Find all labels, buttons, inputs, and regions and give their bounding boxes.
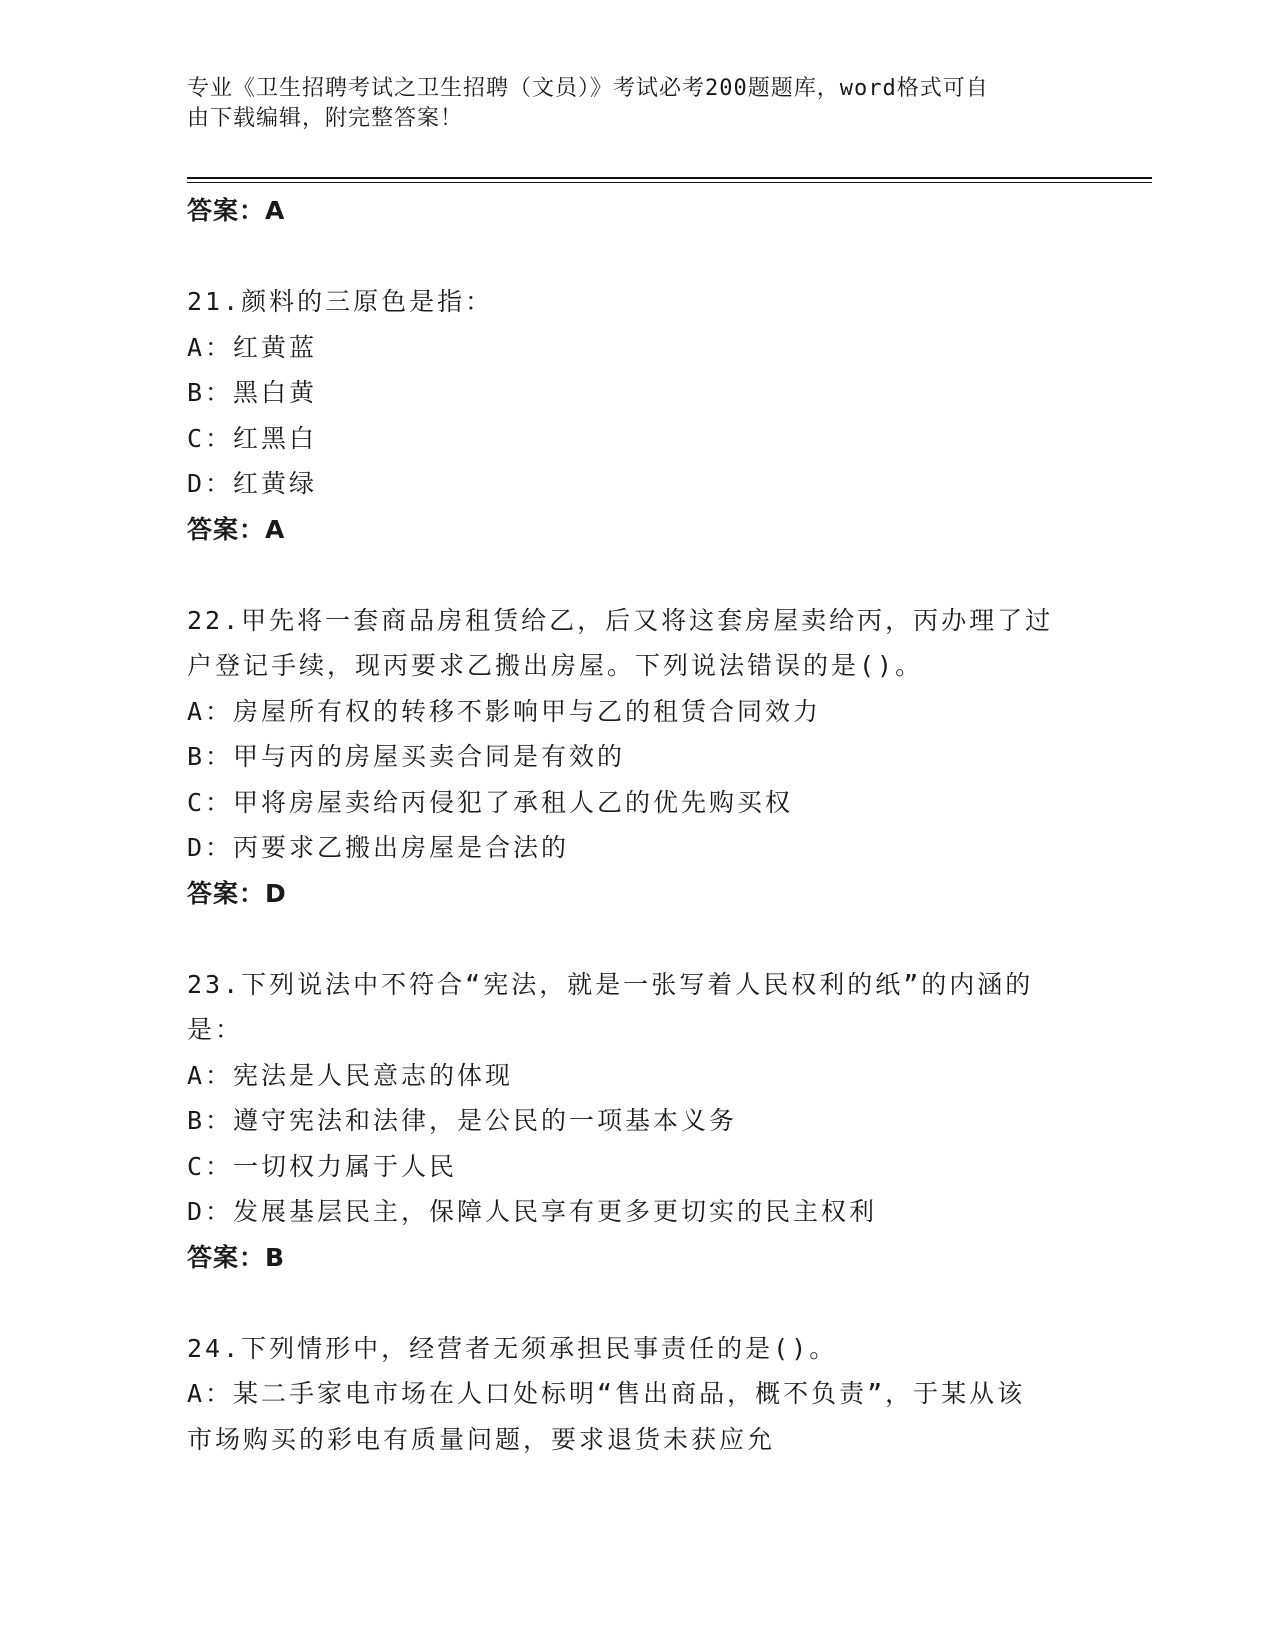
question-block — [187, 279, 1087, 552]
option-c: C：红黑白 — [187, 423, 318, 453]
option-d: D：红黄绿 — [187, 469, 318, 498]
answer-line: 答案：D — [187, 878, 287, 908]
header-line-1: 专业《卫生招聘考试之卫生招聘（文员）》考试必考200题题库，word格式可自 — [187, 76, 989, 101]
question-stem: 24.下列情形中，经营者无须承担民事责任的是()。 — [187, 1333, 838, 1363]
option-a: A：房屋所有权的转移不影响甲与乙的租赁合同效力 — [187, 696, 822, 726]
header-line-2: 由下载编辑，附完整答案！ — [187, 106, 464, 131]
page-header — [187, 74, 1067, 134]
question-stem-continued: 户登记手续，现丙要求乙搬出房屋。下列说法错误的是()。 — [187, 651, 924, 680]
spacer — [187, 916, 1087, 962]
header-rule-thick — [187, 177, 1152, 179]
option-b: B：遵守宪法和法律，是公民的一项基本义务 — [187, 1106, 738, 1135]
option-c: C：一切权力属于人民 — [187, 1151, 458, 1181]
question-block — [187, 962, 1087, 1281]
header-rule-thin — [187, 182, 1152, 183]
question-stem: 22.甲先将一套商品房租赁给乙，后又将这套房屋卖给丙，丙办理了过 — [187, 605, 1054, 635]
question-block — [187, 1326, 1087, 1463]
option-b: B：甲与丙的房屋买卖合同是有效的 — [187, 742, 626, 771]
question-stem-continued: 是： — [187, 1015, 244, 1044]
question-block — [187, 598, 1087, 917]
option-a: A：宪法是人民意志的体现 — [187, 1060, 514, 1090]
option-a: A：红黄蓝 — [187, 332, 318, 362]
option-d: D：丙要求乙搬出房屋是合法的 — [187, 833, 570, 862]
question-stem: 23.下列说法中不符合“宪法，就是一张写着人民权利的纸”的内涵的 — [187, 969, 1034, 999]
spacer — [187, 234, 1087, 280]
spacer — [187, 552, 1087, 598]
option-d: D：发展基层民主，保障人民享有更多更切实的民主权利 — [187, 1197, 878, 1226]
option-a: A：某二手家电市场在人口处标明“售出商品，概不负责”，于某从该 — [187, 1379, 1026, 1408]
option-a-continued: 市场购买的彩电有质量问题，要求退货未获应允 — [187, 1424, 776, 1454]
answer-line: 答案：A — [187, 196, 286, 225]
spacer — [187, 1280, 1087, 1326]
option-c: C：甲将房屋卖给丙侵犯了承租人乙的优先购买权 — [187, 787, 794, 817]
answer-line: 答案：A — [187, 514, 286, 544]
answer-line: 答案：B — [187, 1242, 286, 1272]
option-b: B：黑白黄 — [187, 378, 318, 407]
document-body — [187, 188, 1087, 1462]
question-stem: 21.颜料的三原色是指： — [187, 287, 494, 316]
